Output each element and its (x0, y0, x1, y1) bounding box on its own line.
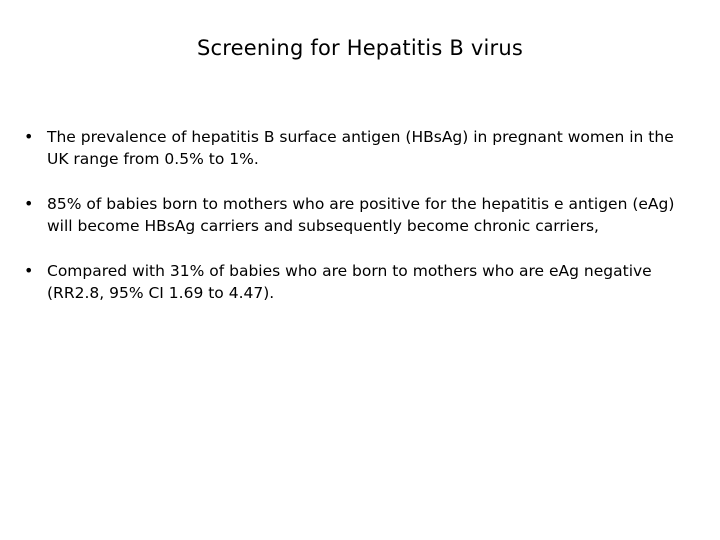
bullet-item-eag-positive: • 85% of babies born to mothers who are positive for the hepatitis e antigen (eAg) will become HBsAg carriers and subsequently become chronic carriers, (20, 193, 700, 237)
slide-title: Screening for Hepatitis B virus (197, 36, 523, 60)
bullet-item-prevalence: • The prevalence of hepatitis B surface antigen (HBsAg) in pregnant women in the UK range from 0.5% to 1%. (20, 126, 700, 170)
bullet-list (20, 126, 700, 326)
bullet-item-eag-negative: • Compared with 31% of babies who are born to mothers who are eAg negative (RR2.8, 95% CI 1.69 to 4.47). (20, 260, 700, 304)
